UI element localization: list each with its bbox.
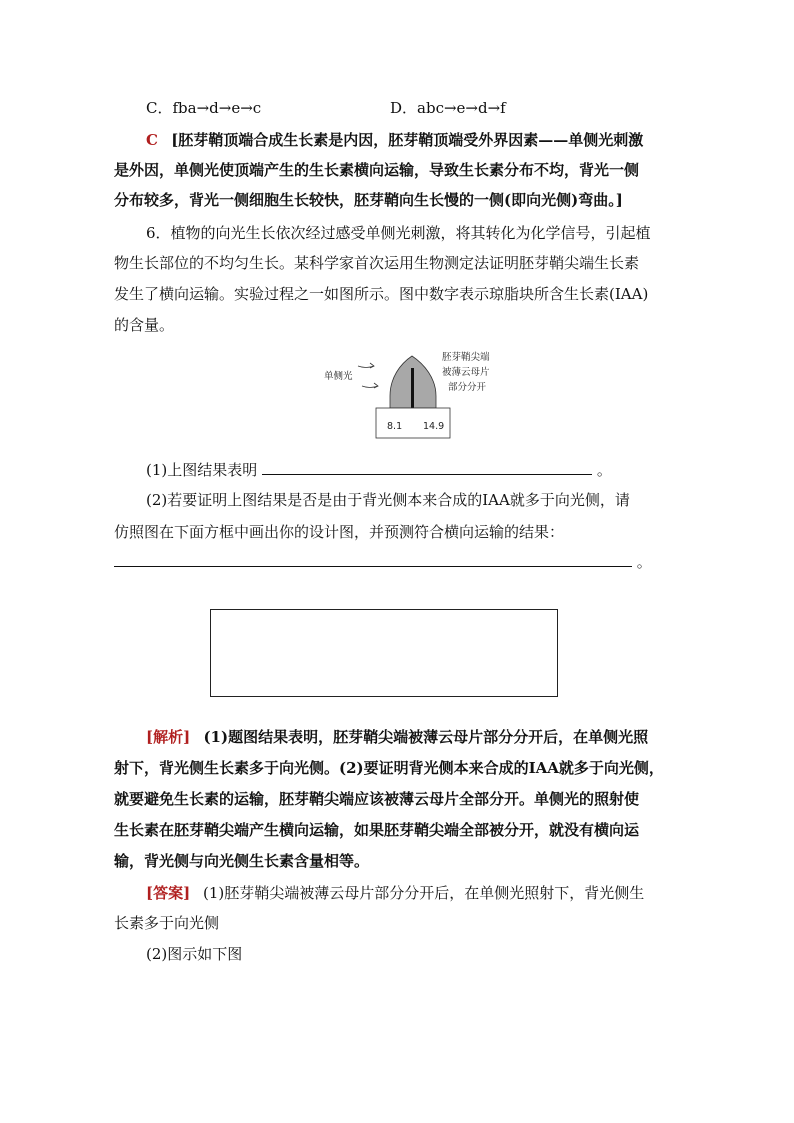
- tip-label-3: 部分分开: [448, 382, 487, 393]
- q6-sub1-end: 。: [596, 461, 612, 479]
- option-d: D．abc→e→d→f: [390, 99, 506, 117]
- q6-sub1-blank[interactable]: [262, 460, 592, 475]
- answer-line-3: (2)图示如下图: [146, 945, 243, 963]
- q5-answer-line-2: 是外因，单侧光使顶端产生的生长素横向运输，导致生长素分布不均，背光一侧: [114, 161, 640, 179]
- option-c: C．fba→d→e→c: [146, 99, 262, 117]
- answer-text-1: (1)胚芽鞘尖端被薄云母片部分分开后，在单侧光照射下，背光侧生: [202, 884, 645, 902]
- q6-stem-line-1: 6．植物的向光生长依次经过感受单侧光刺激，将其转化为化学信号，引起植: [146, 224, 651, 242]
- tip-label-2: 被薄云母片: [442, 367, 490, 378]
- answer-tag: [答案]: [146, 884, 191, 902]
- analysis-line-1: [146, 727, 648, 747]
- q5-answer-line-3: 分布较多，背光一侧细胞生长较快，胚芽鞘向生长慢的一侧(即向光侧)弯曲。]: [114, 191, 623, 209]
- analysis-tag: [解析]: [146, 728, 191, 746]
- coleoptile-figure: [320, 348, 510, 440]
- q6-sub1: [146, 460, 612, 480]
- analysis-line-3: 就要避免生长素的运输，胚芽鞘尖端应该被薄云母片全部分开。单侧光的照射使: [114, 790, 640, 808]
- analysis-line-2: 射下，背光侧生长素多于向光侧。(2)要证明背光侧本来合成的IAA就多于向光侧，: [114, 759, 664, 777]
- q6-stem-line-3: 发生了横向运输。实验过程之一如图所示。图中数字表示琼脂块所含生长素(ⅠAA): [114, 285, 649, 303]
- q6-sub2-blank-line: [114, 552, 652, 572]
- q6-sub2-end: 。: [636, 553, 652, 571]
- q5-answer-line-1: [146, 130, 643, 150]
- q6-stem-line-4: 的含量。: [114, 316, 175, 334]
- light-label: 单侧光: [324, 371, 353, 382]
- coleoptile-diagram: [320, 348, 510, 440]
- answer-line-1: [146, 883, 644, 903]
- q5-answer-letter: C: [146, 131, 158, 149]
- q6-stem-line-2: 物生长部位的不均匀生长。某科学家首次运用生物测定法证明胚芽鞘尖端生长素: [114, 254, 640, 272]
- q6-sub2-blank[interactable]: [114, 552, 632, 567]
- analysis-text-1: (1)题图结果表明，胚芽鞘尖端被薄云母片部分分开后，在单侧光照: [203, 728, 649, 746]
- answer-line-2: 长素多于向光侧: [114, 914, 220, 932]
- q6-sub2-line-1: (2)若要证明上图结果是否是由于背光侧本来合成的ⅠAA就多于向光侧，请: [146, 491, 630, 509]
- q5-answer-text-1: [胚芽鞘顶端合成生长素是内因，胚芽鞘顶端受外界因素——单侧光刺激: [171, 131, 644, 149]
- analysis-line-5: 输，背光侧与向光侧生长素含量相等。: [114, 852, 370, 870]
- analysis-line-4: 生长素在胚芽鞘尖端产生横向运输，如果胚芽鞘尖端全部被分开，就没有横向运: [114, 821, 640, 839]
- q6-sub2-line-2: 仿照图在下面方框中画出你的设计图，并预测符合横向运输的结果：: [114, 523, 565, 541]
- tip-label-1: 胚芽鞘尖端: [442, 352, 490, 363]
- right-agar-value: 14.9: [423, 421, 445, 432]
- design-drawing-box[interactable]: [210, 609, 558, 697]
- left-agar-value: 8.1: [387, 421, 403, 432]
- q6-sub1-text: (1)上图结果表明: [146, 461, 258, 479]
